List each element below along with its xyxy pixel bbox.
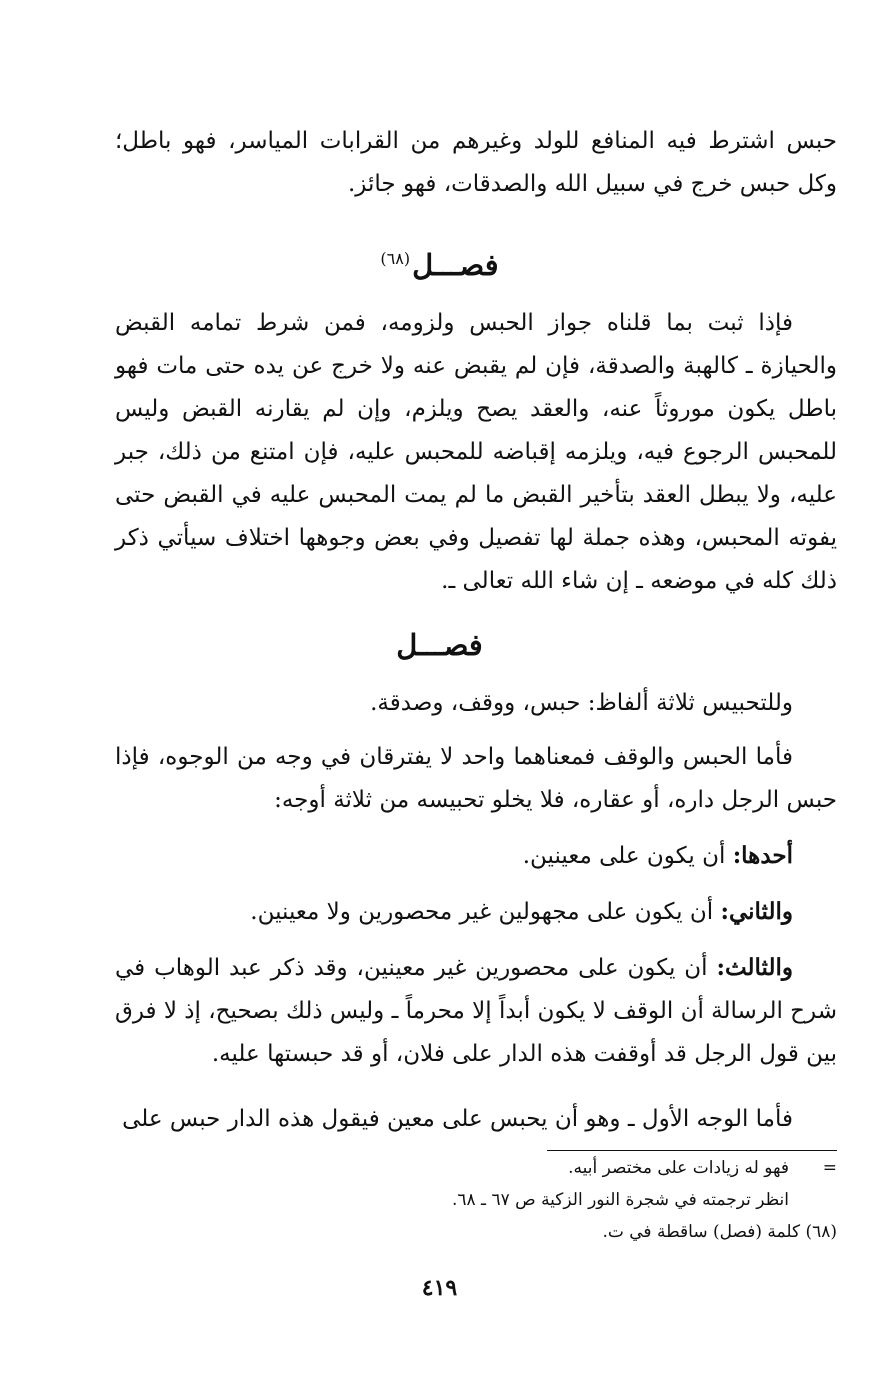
list-item-first	[115, 834, 837, 878]
item-label: أحدها:	[732, 842, 793, 869]
footnote-line: انظر ترجمته في شجرة النور الزكية ص ٦٧ ـ ٦٨.	[451, 1190, 789, 1210]
item-label: والثاني:	[720, 898, 793, 925]
heading-title: فصـــل	[412, 248, 499, 282]
item-text: أن يكون على معينين.	[522, 843, 733, 869]
heading-title: فصـــل	[396, 628, 483, 662]
paragraph-continuation: حبس اشترط فيه المنافع للولد وغيرهم من القرابات المياسر، فهو باطل؛ وكل حبس خرج في سبيل الله والصدقات، فهو جائز.	[115, 128, 837, 197]
list-item-third	[115, 946, 837, 1076]
paragraph-amma: فأما الحبس والوقف فمعناهما واحد لا يفترقان في وجه من الوجوه، فإذا حبس الرجل داره، أو عقاره، فلا يخلو تحبيسه من ثلاثة أوجه:	[115, 744, 837, 813]
page-number: ٤١٩	[421, 1275, 458, 1301]
item-text: أن يكون على مجهولين غير محصورين ولا معينين.	[250, 899, 721, 925]
paragraph-qabd: فإذا ثبت بما قلناه جواز الحبس ولزومه، فمن شرط تمامه القبض والحيازة ـ كالهبة والصدقة، فإن لم يقبض عنه ولا خرج عن يده حتى مات فهو باطل يكون موروثاً عنه، والعقد يصح ويلزم، وإن لم يقارنه القبض وليس للمحبس الرجوع فيه، ويلزمه إقباضه للمحبس عليه، فإن امتنع من ذلك، جبر عليه، ولا يبطل العقد بتأخير القبض ما لم يمت المحبس عليه في القبض حتى يفوته المحبس، وهذه جملة لها تفصيل وفي بعض وجوهها اختلاف سيأتي ذكر ذلك كله في موضعه ـ إن شاء الله تعالى ـ.	[115, 310, 837, 594]
footnote-ref-68: (٦٨)	[380, 249, 411, 269]
footnote-68: (٦٨) كلمة (فصل) ساقطة في ت.	[602, 1222, 837, 1242]
paragraph-alfaz: وللتحبيس ثلاثة ألفاظ: حبس، ووقف، وصدقة.	[370, 690, 793, 716]
paragraph-wajh-awwal: فأما الوجه الأول ـ وهو أن يحبس على معين فيقول هذه الدار حبس على	[122, 1106, 793, 1132]
item-text: أن يكون على محصورين غير معينين، وقد ذكر عبد الوهاب في شرح الرسالة أن الوقف لا يكون أبداً إلا محرماً ـ وليس ذلك بصحيح، إذ لا فرق بين قول الرجل قد أوقفت هذه الدار على فلان، أو قد حبستها عليه.	[115, 955, 837, 1067]
continuation-marker: =	[822, 1158, 837, 1178]
footnote-line	[115, 1155, 837, 1181]
list-item-second	[115, 890, 837, 934]
footnote-separator	[547, 1150, 837, 1151]
footnote-text: فهو له زيادات على مختصر أبيه.	[568, 1158, 789, 1178]
item-label: والثالث:	[716, 954, 793, 981]
section-heading-fasl-68	[0, 248, 879, 282]
section-heading-fasl	[0, 628, 879, 662]
